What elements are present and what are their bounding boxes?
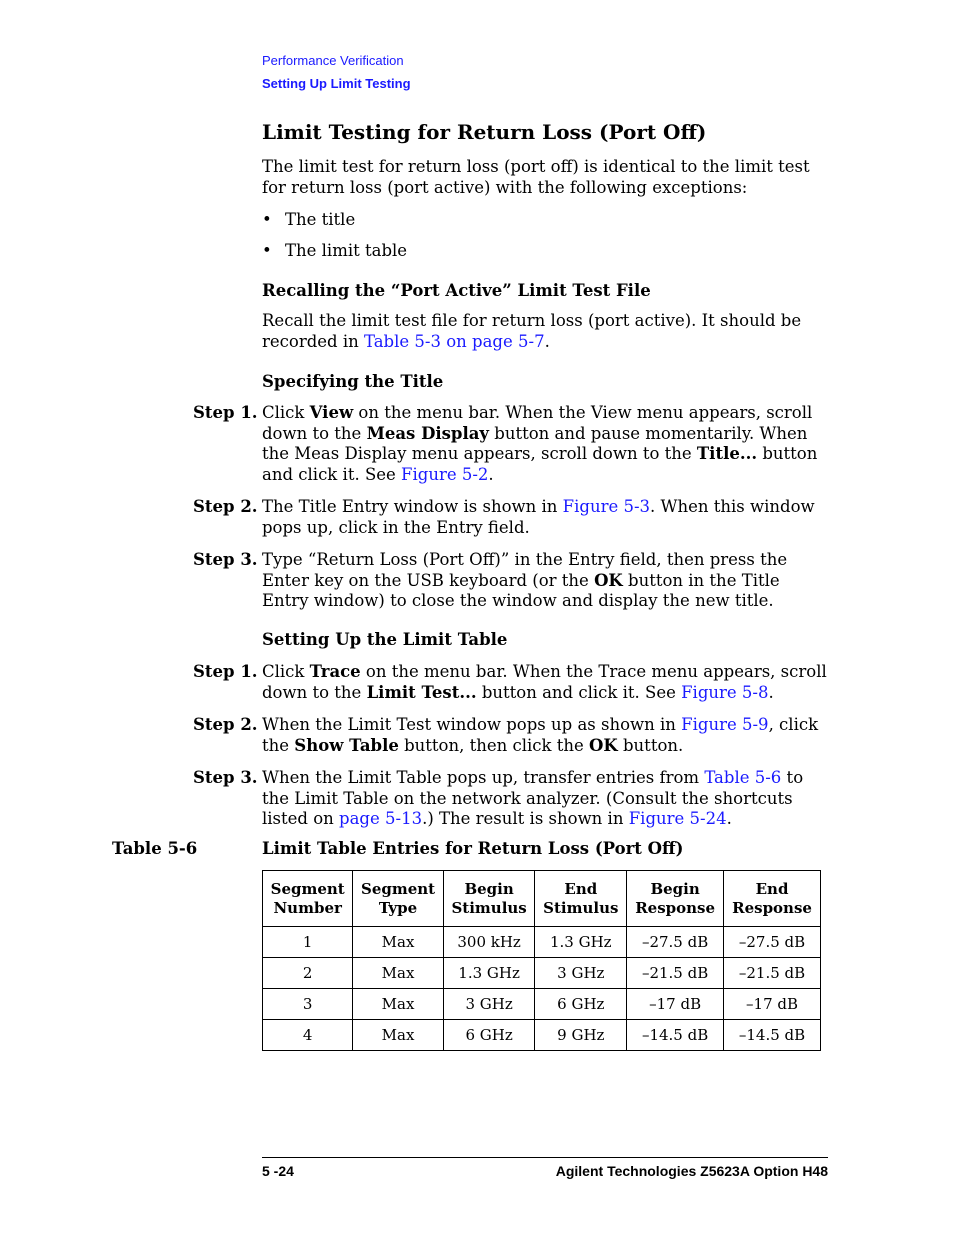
table-cell: 6 GHz	[535, 989, 627, 1020]
bullet-icon: •	[262, 210, 272, 229]
table-cell: –17 dB	[724, 989, 821, 1020]
column-header: End Stimulus	[535, 871, 627, 927]
step-text	[262, 550, 828, 612]
table-cell: –21.5 dB	[724, 958, 821, 989]
cross-reference-link[interactable]: Figure 5-3	[562, 497, 651, 516]
table-cell: 1.3 GHz	[443, 958, 535, 989]
table-cell: Max	[353, 1020, 443, 1051]
cross-reference-link[interactable]: Table 5-6	[704, 768, 782, 787]
step-label: Step 1.	[193, 662, 258, 681]
step-text-run: When the Limit Test window pops up as shown in	[262, 715, 682, 734]
step-text-run: button in the Title Entry window) to close the window and display the new title.	[262, 570, 780, 610]
table-cell: 3 GHz	[535, 958, 627, 989]
recall-paragraph: Recall the limit test file for return loss (port active). It should be recorded in Table 5-3 on page 5-7.	[262, 311, 802, 351]
step-text-run: button and pause momentarily. When the Meas Display menu appears, scroll down to the	[262, 423, 808, 463]
step-text-run: button and click it. See	[262, 444, 818, 484]
step-text-run: .) The result is shown in	[422, 809, 629, 828]
table-cell: 1	[263, 927, 353, 958]
step-text	[262, 497, 828, 538]
table-row	[263, 1020, 821, 1051]
table-cell: –27.5 dB	[627, 927, 724, 958]
footer-divider	[262, 1157, 828, 1158]
step-text-run: The Title Entry window is shown in	[262, 497, 563, 516]
table-row	[263, 958, 821, 989]
step-label: Step 3.	[193, 550, 258, 569]
bold-term: Limit Test...	[366, 682, 477, 702]
step-text	[262, 662, 828, 703]
step-text-run: .	[488, 464, 494, 484]
table-caption: Limit Table Entries for Return Loss (Port Off)	[262, 839, 684, 858]
page-number: 5 -24	[262, 1163, 294, 1179]
bullet-item: • The title	[262, 210, 356, 229]
step-label: Step 1.	[193, 403, 258, 422]
table-row	[263, 989, 821, 1020]
table-cell: –17 dB	[627, 989, 724, 1020]
table-cell: 2	[263, 958, 353, 989]
table-cell: 1.3 GHz	[535, 927, 627, 958]
bold-term: Show Table	[294, 735, 399, 755]
step-text-run: Type “Return Loss (Port Off)” in the Entry field, then press the Enter key on the USB keyboard (or the	[262, 550, 788, 590]
bold-term: Meas Display	[366, 423, 490, 443]
step-text-run: to the Limit Table on the network analyzer. (Consult the shortcuts listed on	[262, 768, 804, 828]
bold-term: OK	[594, 570, 623, 590]
bold-term: Title...	[696, 444, 758, 463]
table-cell: –14.5 dB	[724, 1020, 821, 1051]
step-text-run: Click	[262, 403, 310, 422]
limit-table	[262, 870, 821, 1051]
step-text-run: button and click it. See	[476, 682, 682, 702]
table-cell: 3 GHz	[443, 989, 535, 1020]
cross-reference-link[interactable]: page 5-13	[339, 809, 423, 828]
cross-reference-link[interactable]: Figure 5-24	[628, 809, 727, 828]
bullet-icon: •	[262, 241, 272, 260]
step-text-run: When the Limit Table pops up, transfer entries from	[262, 768, 705, 787]
bold-term: View	[309, 403, 354, 422]
table-cell: Max	[353, 927, 443, 958]
table-label: Table 5-6	[112, 839, 198, 858]
table-cell: 3	[263, 989, 353, 1020]
column-header: Begin Response	[627, 871, 724, 927]
table-row	[263, 927, 821, 958]
step-text-run: .	[768, 682, 774, 702]
column-header: Begin Stimulus	[443, 871, 535, 927]
column-header: Segment Type	[353, 871, 443, 927]
table-cell: Max	[353, 989, 443, 1020]
footer-doc-title: Agilent Technologies Z5623A Option H48	[555, 1163, 828, 1179]
table-cell: 4	[263, 1020, 353, 1051]
cross-reference-link[interactable]: Figure 5-9	[681, 715, 769, 734]
cross-reference-link[interactable]: Figure 5-8	[681, 682, 769, 702]
cross-reference-link[interactable]: Figure 5-2	[401, 464, 489, 484]
table-5-3-link[interactable]: Table 5-3 on page 5-7	[364, 331, 545, 351]
table-section-heading: Setting Up the Limit Table	[262, 630, 508, 649]
title-section-heading: Specifying the Title	[262, 372, 444, 391]
step-text-run: button, then click the	[398, 735, 590, 755]
bold-term: OK	[589, 735, 618, 755]
recall-heading: Recalling the “Port Active” Limit Test File	[262, 281, 651, 300]
table-cell: 9 GHz	[535, 1020, 627, 1051]
step-text	[262, 715, 828, 756]
step-label: Step 3.	[193, 768, 258, 787]
step-text	[262, 403, 828, 485]
step-text	[262, 768, 828, 830]
step-text-run: Click	[262, 662, 310, 681]
step-text-run: . When this window pops up, click in the Entry field.	[262, 497, 815, 537]
table-cell: 300 kHz	[443, 927, 535, 958]
step-text-run: on the menu bar. When the View menu appears, scroll down to the	[262, 403, 813, 443]
table-cell: –27.5 dB	[724, 927, 821, 958]
column-header: End Response	[724, 871, 821, 927]
bold-term: Trace	[309, 662, 361, 681]
step-text-run: .	[726, 809, 732, 828]
column-header: Segment Number	[263, 871, 353, 927]
table-cell: Max	[353, 958, 443, 989]
table-cell: –14.5 dB	[627, 1020, 724, 1051]
table-cell: 6 GHz	[443, 1020, 535, 1051]
bullet-item: • The limit table	[262, 241, 408, 260]
step-text-run: , click the	[262, 715, 819, 755]
step-label: Step 2.	[193, 497, 258, 516]
step-text-run: button.	[617, 735, 684, 755]
header-subsection: Setting Up Limit Testing	[262, 76, 411, 91]
step-label: Step 2.	[193, 715, 258, 734]
step-text-run: on the menu bar. When the Trace menu appears, scroll down to the	[262, 662, 827, 702]
page-title: Limit Testing for Return Loss (Port Off)	[262, 120, 707, 144]
table-cell: –21.5 dB	[627, 958, 724, 989]
intro-paragraph: The limit test for return loss (port off) is identical to the limit test for return loss (port active) with the following exceptions:	[262, 157, 810, 197]
header-section: Performance Verification	[262, 53, 404, 68]
table-header-row	[263, 871, 821, 927]
